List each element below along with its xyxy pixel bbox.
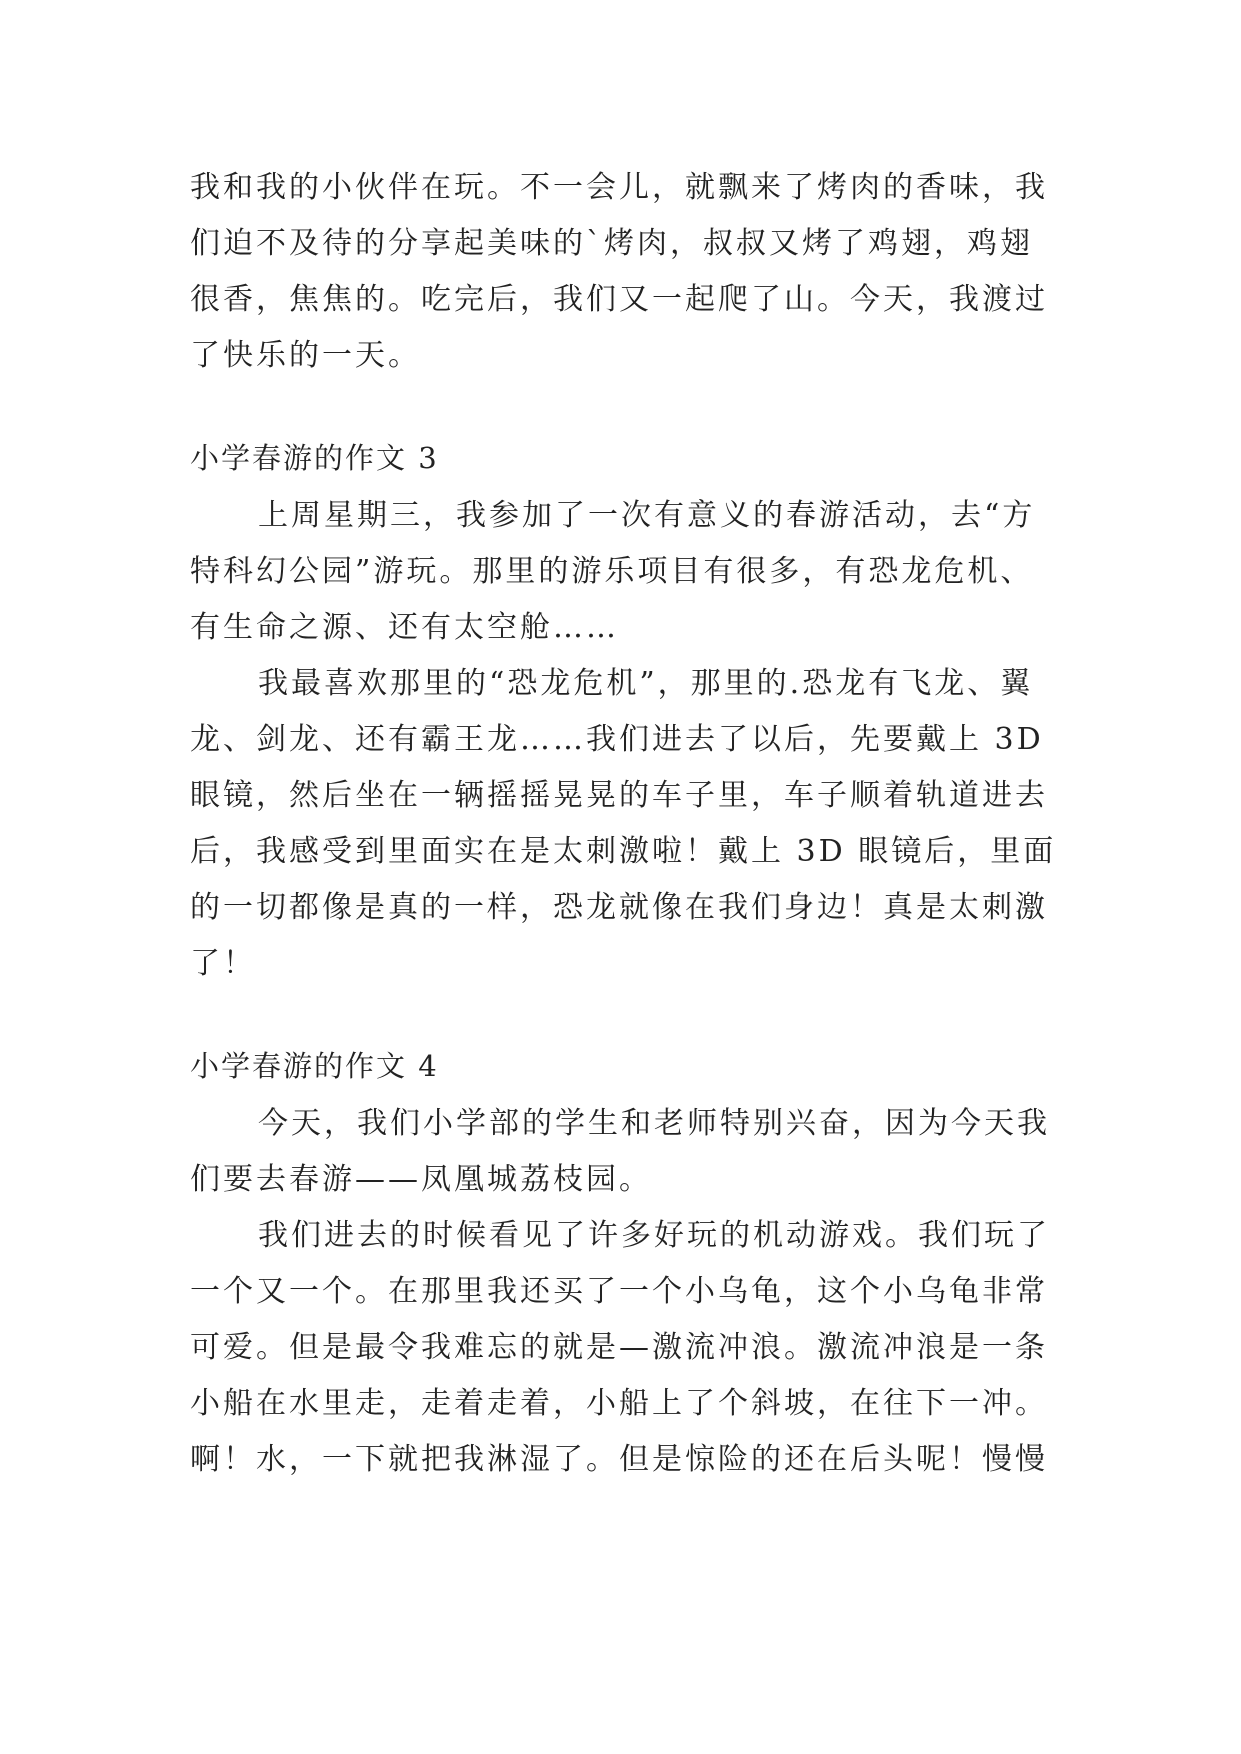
text-line: 上周星期三，我参加了一次有意义的春游活动，去“方 bbox=[258, 498, 1036, 533]
section-spacer bbox=[190, 384, 1070, 428]
section-4-title: 小学春游的作文 4 bbox=[190, 1049, 439, 1083]
text-line: 龙、剑龙、还有霸王龙……我们进去了以后，先要戴上 3D bbox=[190, 722, 1044, 757]
text-line: 的一切都像是真的一样，恐龙就像在我们身边！真是太刺激 bbox=[190, 890, 1048, 925]
text-line: 小船在水里走，走着走着，小船上了个斜坡，在往下一冲。 bbox=[190, 1386, 1048, 1421]
text-line: 我和我的小伙伴在玩。不一会儿，就飘来了烤肉的香味，我 bbox=[190, 170, 1048, 205]
text-line: 有生命之源、还有太空舱…… bbox=[190, 610, 619, 645]
text-line: 我们进去的时候看见了许多好玩的机动游戏。我们玩了 bbox=[258, 1218, 1050, 1253]
section-2-ending-paragraph bbox=[190, 160, 1070, 384]
section-3-paragraph-2 bbox=[190, 656, 1070, 992]
text-line: 可爱。但是最令我难忘的就是—激流冲浪。激流冲浪是一条 bbox=[190, 1330, 1048, 1365]
text-line: 我最喜欢那里的“恐龙危机”，那里的.恐龙有飞龙、翼 bbox=[258, 666, 1034, 701]
text-line: 眼镜，然后坐在一辆摇摇晃晃的车子里，车子顺着轨道进去 bbox=[190, 778, 1048, 813]
section-3-title: 小学春游的作文 3 bbox=[190, 441, 439, 475]
section-3-paragraph-1 bbox=[190, 488, 1070, 656]
section-spacer bbox=[190, 992, 1070, 1036]
section-4-paragraph-2 bbox=[190, 1208, 1070, 1488]
text-line: 们迫不及待的分享起美味的`烤肉，叔叔又烤了鸡翅，鸡翅 bbox=[190, 226, 1033, 261]
text-line: 了快乐的一天。 bbox=[190, 338, 421, 373]
section-4-paragraph-1 bbox=[190, 1096, 1070, 1208]
text-line: 很香，焦焦的。吃完后，我们又一起爬了山。今天，我渡过 bbox=[190, 282, 1048, 317]
text-line: 特科幻公园”游玩。那里的游乐项目有很多，有恐龙危机、 bbox=[190, 554, 1034, 589]
text-line: 今天，我们小学部的学生和老师特别兴奋，因为今天我 bbox=[258, 1106, 1050, 1141]
text-line: 后，我感受到里面实在是太刺激啦！戴上 3D 眼镜后，里面 bbox=[190, 834, 1057, 869]
text-line: 一个又一个。在那里我还买了一个小乌龟，这个小乌龟非常 bbox=[190, 1274, 1048, 1309]
article-body bbox=[190, 160, 1070, 1488]
text-line: 啊！水，一下就把我淋湿了。但是惊险的还在后头呢！慢慢 bbox=[190, 1442, 1048, 1477]
text-line: 们要去春游——凤凰城荔枝园。 bbox=[190, 1162, 652, 1197]
text-line: 了！ bbox=[190, 946, 256, 981]
